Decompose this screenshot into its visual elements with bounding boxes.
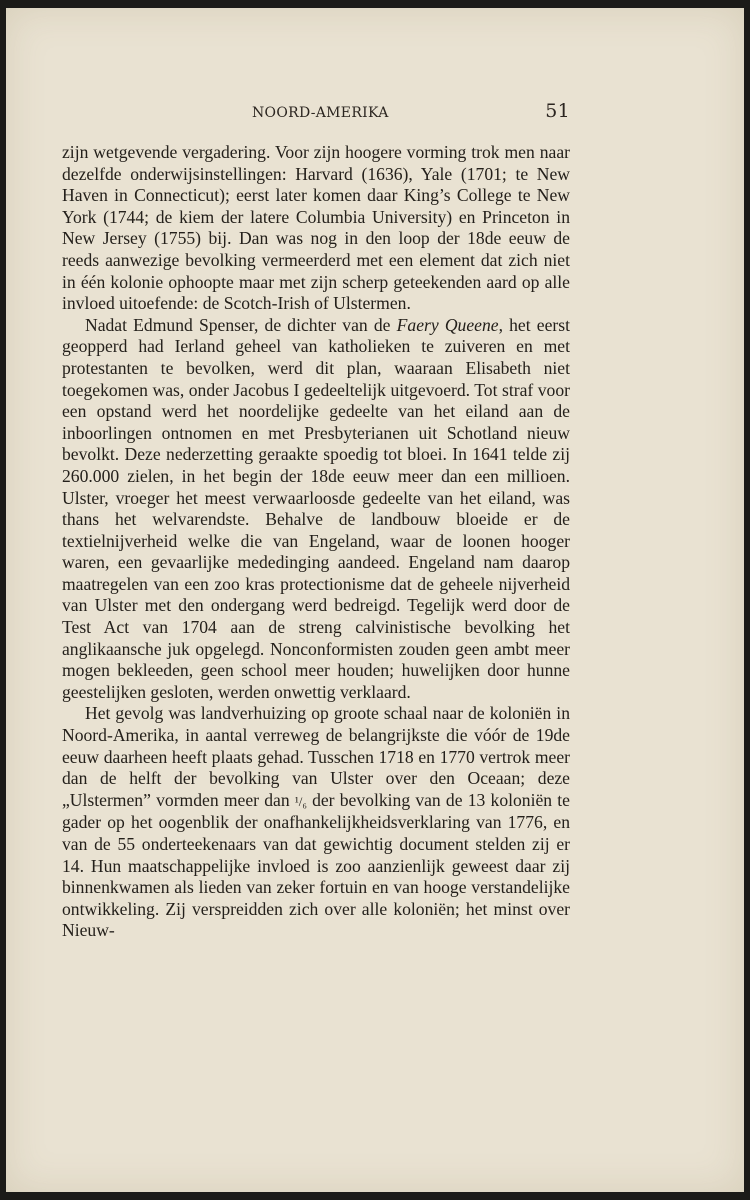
- page-header: [62, 100, 570, 127]
- paragraph-2-part-1: Nadat Edmund Spenser, de dichter van de: [85, 314, 397, 335]
- book-page: [6, 8, 744, 1192]
- fraction: ¹/₆: [294, 793, 307, 809]
- paragraph-3: [62, 703, 570, 942]
- paragraph-3-part-1: Het gevolg was landverhuizing op groote schaal naar de koloniën in Noord-Amerika, in aantal verreweg de belangrijkste die vóór de 19de eeuw daarheen heeft plaats gehad. Tusschen 1718 en 1770 vertrok meer dan de helft der bevolking van Ulster over den Oceaan; deze „Ulstermen” vormden meer dan: [62, 703, 570, 810]
- paragraph-3-part-2: der bevolking van de 13 koloniën te gader op het oogenblik der onafhankelijkheidsverklaring van 1776, en van de 55 onderteekenaars van dat gewichtig document stelden zij er 14. Hun maatschappelijke invloed is zoo aanzienlijk geweest daar zij binnenkwamen als lieden van zeker fortuin en van hooge verstandelijke ontwikkeling. Zij verspreidden zich over alle koloniën; het minst over Nieuw-: [62, 789, 570, 941]
- paragraph-2-part-2: , het eerst geopperd had Ierland geheel van katholieken te zuiveren en met protestanten te bevolken, werd dit plan, waaraan Elisabeth niet toegekomen was, onder Jacobus I gedeeltelijk uitgevoerd. Tot straf voor een opstand werd het noordelijke gedeelte van het eiland aan de inboorlingen ontnomen en met Presbyterianen uit Schotland nieuw bevolkt. Deze nederzetting geraakte spoedig tot bloei. In 1641 telde zij 260.000 zielen, in het begin der 18de eeuw meer dan een millioen. Ulster, vroeger het meest verwaarloosde gedeelte van het eiland, was thans het welvarendste. Behalve de landbouw bloeide er de textielnijverheid welke die van Engeland, waar de loonen hooger waren, een gevaarlijke mededinging aandeed. Engeland nam daarop maatregelen van een zoo kras protectionisme dat de geheele nijverheid van Ulster met den ondergang werd bedreigd. Tegelijk werd door de Test Act van 1704 aan de streng calvinistische bevolking het anglikaansche juk opgelegd. Nonconformisten zouden geen ambt meer mogen bekleeden, geen school meer houden; huwelijken door hunne geestelijken gesloten, werden onwettig verklaard.: [62, 314, 570, 702]
- paragraph-2: [62, 315, 570, 704]
- body-text: [62, 142, 570, 942]
- work-title: Faery Queene: [396, 314, 499, 335]
- paragraph-1: zijn wetgevende vergadering. Voor zijn hoogere vorming trok men naar dezelfde onderwijsinstellingen: Harvard (1636), Yale (1701; te New Haven in Connecticut); eerst later komen daar King’s College te New York (1744; de kiem der latere Columbia University) en Princeton in New Jersey (1755) bij. Dan was nog in den loop der 18de eeuw de reeds aanwezige bevolking vermeerderd met een element dat zich niet in één kolonie ophoopte maar met zijn scherp geteekenden aard op alle invloed uitoefende: de Scotch-Irish of Ulstermen.: [62, 142, 570, 314]
- page-number: 51: [545, 100, 570, 122]
- running-title: NOORD-AMERIKA: [252, 105, 389, 121]
